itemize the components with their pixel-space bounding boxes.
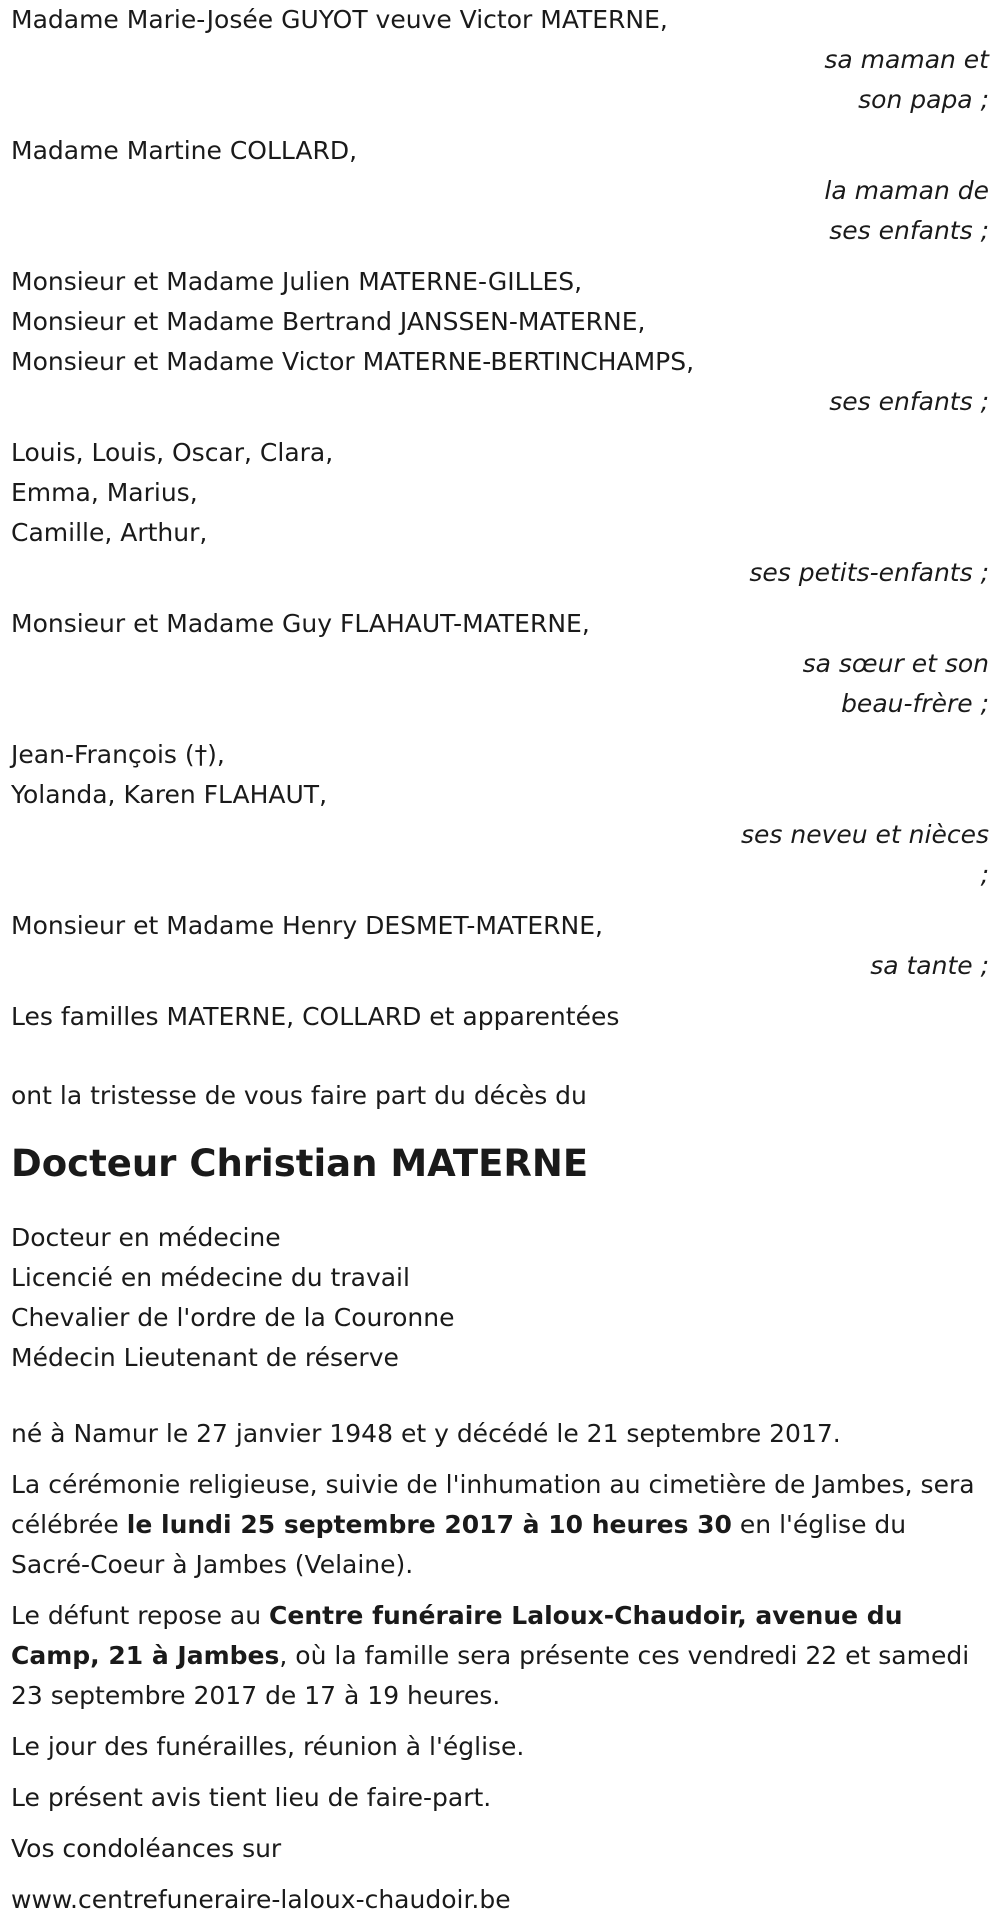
title-line: Licencié en médecine du travail	[11, 1263, 410, 1292]
condolences-text: Vos condoléances sur	[11, 1834, 282, 1863]
family-relation: ses enfants ;	[829, 387, 989, 416]
family-relation: sa tante ;	[870, 951, 989, 980]
family-group	[11, 735, 1000, 895]
family-names	[11, 735, 1000, 815]
family-name-line: Monsieur et Madame Bertrand JANSSEN-MATERNE,	[11, 307, 646, 336]
deceased-titles	[11, 1218, 1000, 1378]
family-names	[11, 0, 1000, 40]
title-line: Chevalier de l'ordre de la Couronne	[11, 1303, 455, 1332]
family-relation: sa maman et son papa ;	[824, 45, 989, 114]
family-name-line: Monsieur et Madame Julien MATERNE-GILLES,	[11, 267, 583, 296]
family-names	[11, 906, 1000, 946]
repose-text: Le défunt repose au	[11, 1601, 270, 1630]
families-closing: Les familles MATERNE, COLLARD et apparentées	[11, 1002, 620, 1031]
family-names	[11, 262, 1000, 382]
family-relation: la maman de ses enfants ;	[824, 176, 989, 245]
family-group	[11, 0, 1000, 120]
family-relation: ses neveu et nièces ;	[740, 820, 989, 889]
family-names	[11, 131, 1000, 171]
notice-text: Le présent avis tient lieu de faire-part.	[11, 1783, 492, 1812]
family-name-line: Madame Martine COLLARD,	[11, 136, 358, 165]
family-name-line: Louis, Louis, Oscar, Clara,	[11, 438, 334, 467]
repose-details: , où la famille sera présente ces vendredi 22 et samedi 23 septembre 2017 de 17 à 19 heures.	[11, 1641, 970, 1710]
family-name-line: Monsieur et Madame Guy FLAHAUT-MATERNE,	[11, 609, 590, 638]
family-name-line: Emma, Marius,	[11, 478, 198, 507]
family-group	[11, 604, 1000, 724]
family-name-line: Monsieur et Madame Victor MATERNE-BERTINCHAMPS,	[11, 347, 695, 376]
title-line: Docteur en médecine	[11, 1223, 281, 1252]
family-relation: ses petits-enfants ;	[749, 558, 989, 587]
family-relation: sa sœur et son beau-frère ;	[802, 649, 989, 718]
deceased-name: Docteur Christian MATERNE	[11, 1142, 589, 1185]
family-name-line: Madame Marie-Josée GUYOT veuve Victor MATERNE,	[11, 5, 668, 34]
ceremony-date: le lundi 25 septembre 2017 à 10 heures 30	[126, 1510, 732, 1539]
ceremony-text: La cérémonie religieuse, suivie de l'inhumation au cimetière de Jambes, sera célébrée	[11, 1470, 975, 1539]
ceremony-paragraph	[11, 1465, 1000, 1585]
family-group	[11, 131, 1000, 251]
family-names	[11, 433, 1000, 553]
family-name-line: Camille, Arthur,	[11, 518, 208, 547]
announcement-text: ont la tristesse de vous faire part du décès du	[11, 1081, 587, 1110]
family-group	[11, 906, 1000, 986]
title-line: Médecin Lieutenant de réserve	[11, 1343, 399, 1372]
ceremony-location: en l'église du Sacré-Coeur à Jambes (Velaine).	[11, 1510, 907, 1579]
family-group	[11, 262, 1000, 422]
website-link[interactable]: www.centrefuneraire-laloux-chaudoir.be	[11, 1885, 511, 1914]
family-group	[11, 433, 1000, 593]
repose-paragraph	[11, 1596, 1000, 1716]
meeting-text: Le jour des funérailles, réunion à l'église.	[11, 1732, 525, 1761]
repose-location: Centre funéraire Laloux-Chaudoir, avenue du Camp, 21 à Jambes	[11, 1601, 903, 1670]
family-name-line: Monsieur et Madame Henry DESMET-MATERNE,	[11, 911, 603, 940]
family-names	[11, 604, 1000, 644]
family-name-line: Yolanda, Karen FLAHAUT,	[11, 780, 328, 809]
birth-death-text: né à Namur le 27 janvier 1948 et y décédé le 21 septembre 2017.	[11, 1419, 841, 1448]
family-name-line: Jean-François (†),	[11, 740, 225, 769]
